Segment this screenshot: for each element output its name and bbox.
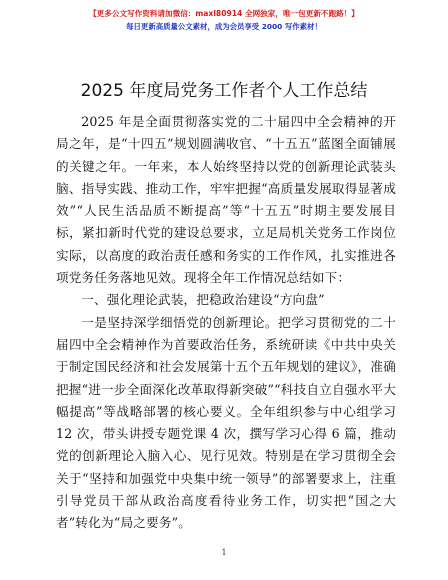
intro-paragraph: 2025 年是全面贯彻落实党的二十届四中全会精神的开局之年，是“十四五”规划圆满收官、“十五五”蓝图全面铺展的关键之年。一年来，本人始终坚持以党的创新理论武装头脑、指导实践、推动工作，牢牢把握“高质量发展取得显著成效”“人民生活品质不断提高”等“十五五”时期主要发展目标，紧扣新时代党的建设总要求，立足局机关党务工作岗位实际，以高度的政治责任感和务实的工作作风，扎实推进各项党务任务落地见效。现将全年工作情况总结如下： [56,114,396,286]
promo-banner-line-2: 每日更新高质量公文素材，成为会员享受 2000 写作素材！ [126,22,322,31]
promo-banner-line-1: 【更多公文写作资料请加微信：maxl80914 全网独家，唯一包更新不跑路！】 [89,9,359,18]
page-number: 1 [221,548,227,557]
document-body [56,111,396,535]
body-paragraph: 一是坚持深学细悟党的创新理论。把学习贯彻党的二十届四中全会精神作为首要政治任务，系统研读《中共中央关于制定国民经济和社会发展第十五个五年规划的建议》，准确把握“进一步全面深化改革取得新突破”“科技自立自强水平大幅提高”等战略部署的核心要义。全年组织参与中心组学习 12 次，带头讲授专题党课 4 次，撰写学习心得 6 篇，推动党的创新理论入脑入心、见行见效。特别是在学习贯彻全会关于“坚持和加强党中央集中统一领导”的部署要求上，注重引导党员干部从政治高度看待业务工作，切实把“国之大者”转化为“局之要务”。 [56,314,396,531]
promo-banner [0,8,448,33]
section-heading: 一、强化理论武装，把稳政治建设“方向盘” [81,292,325,308]
document-title: 2025 年度局党务工作者个人工作总结 [80,81,368,101]
